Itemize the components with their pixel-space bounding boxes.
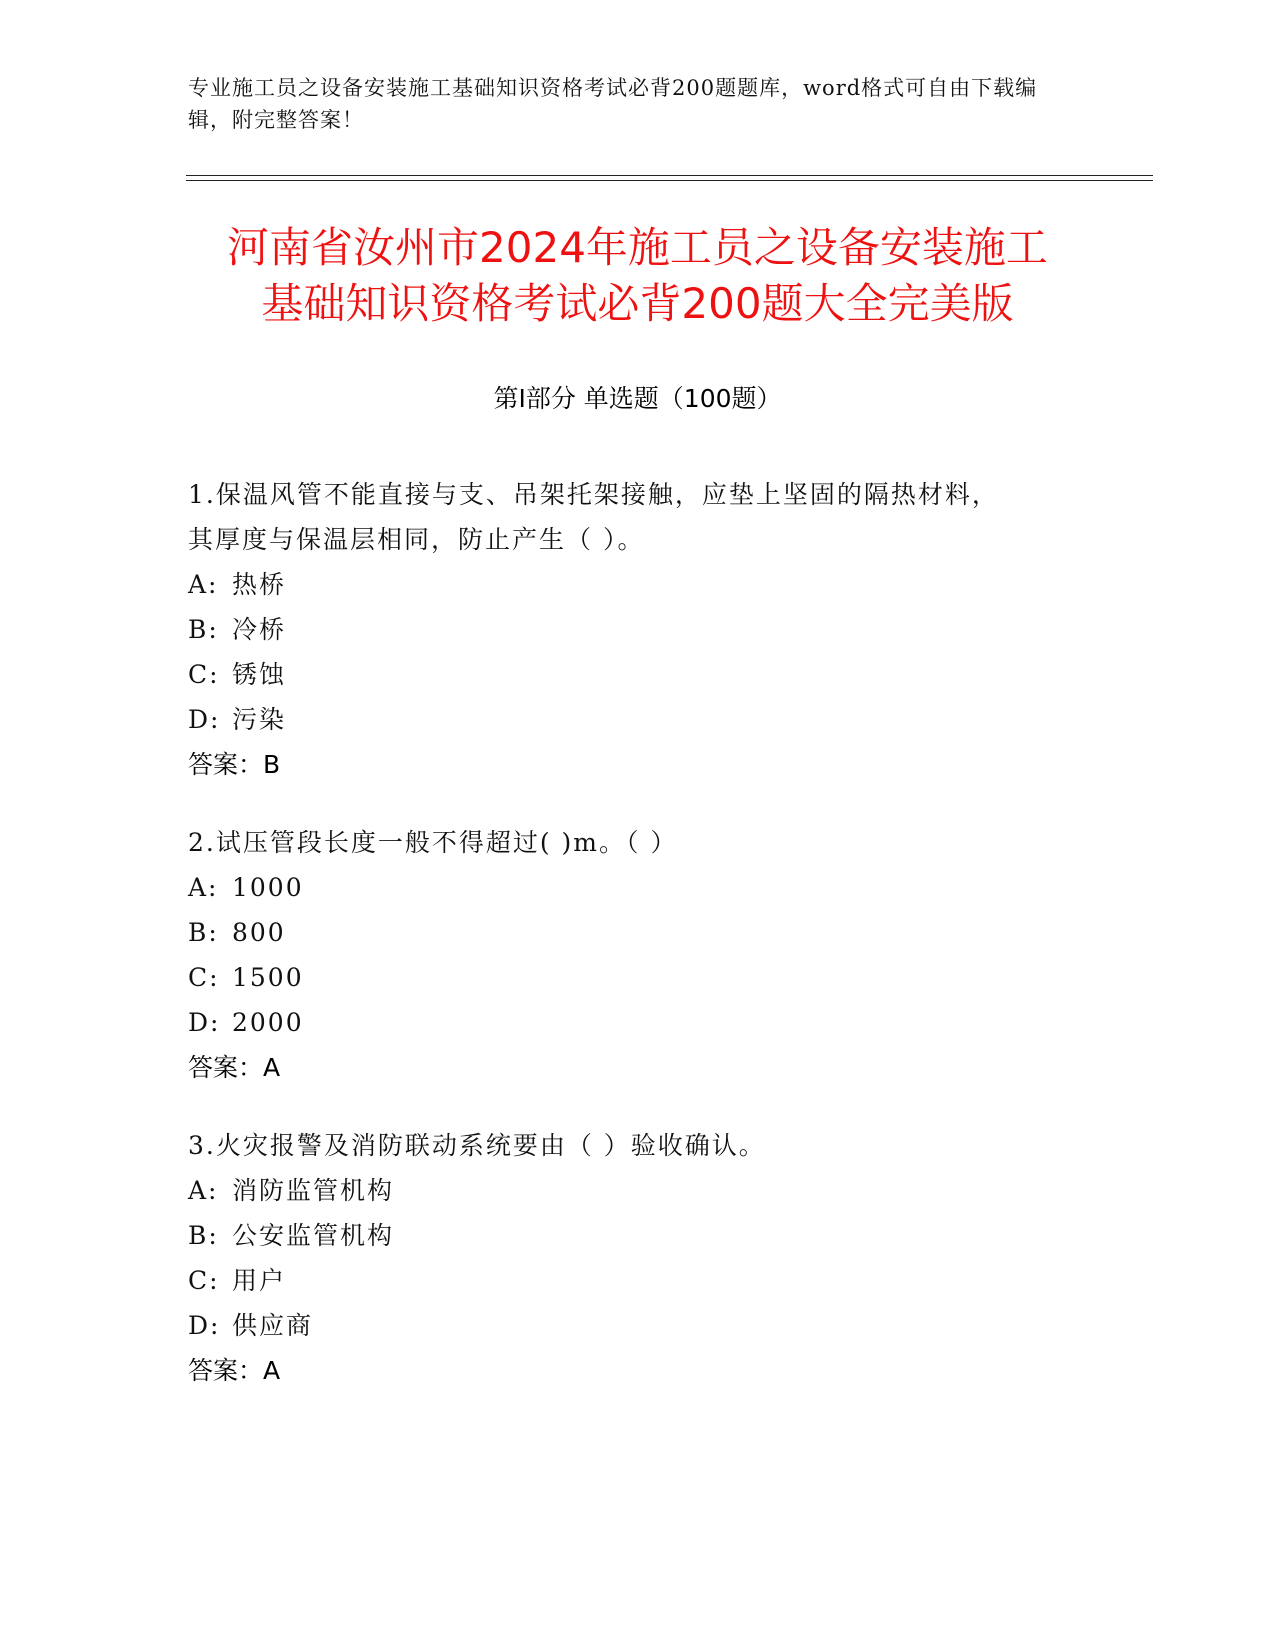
option-letter: B: xyxy=(188,1221,219,1250)
option-text: 2000 xyxy=(232,1008,304,1037)
option-letter: B: xyxy=(188,615,219,644)
option-b xyxy=(188,910,1088,955)
option-text: 冷桥 xyxy=(232,615,287,644)
option-letter: D: xyxy=(188,1008,221,1037)
option-letter: A: xyxy=(188,1176,219,1205)
option-text: 锈蚀 xyxy=(232,660,287,689)
option-b xyxy=(188,607,1088,652)
option-letter: D: xyxy=(188,1311,221,1340)
title-line-1: 河南省汝州市2024年施工员之设备安装施工 xyxy=(227,223,1048,272)
option-b xyxy=(188,1213,1088,1258)
question-stem: 1.保温风管不能直接与支、吊架托架接触，应垫上坚固的隔热材料， xyxy=(188,480,999,509)
option-text: 800 xyxy=(232,918,286,947)
option-d xyxy=(188,1303,1088,1348)
option-text: 供应商 xyxy=(232,1311,314,1340)
option-letter: A: xyxy=(188,873,219,902)
question-list xyxy=(188,472,1088,1426)
option-a xyxy=(188,1168,1088,1213)
question-3 xyxy=(188,1123,1088,1393)
option-c xyxy=(188,652,1088,697)
header-rule-thin xyxy=(186,175,1153,176)
answer-line: 答案：A xyxy=(188,1053,281,1082)
option-letter: B: xyxy=(188,918,219,947)
document-title xyxy=(120,220,1155,332)
option-letter: D: xyxy=(188,705,221,734)
option-d xyxy=(188,697,1088,742)
option-text: 公安监管机构 xyxy=(232,1221,395,1250)
option-c xyxy=(188,1258,1088,1303)
option-a xyxy=(188,865,1088,910)
option-text: 1500 xyxy=(232,963,304,992)
option-letter: C: xyxy=(188,963,220,992)
header-rule-thick xyxy=(186,180,1153,181)
option-a xyxy=(188,562,1088,607)
question-stem: 2.试压管段长度一般不得超过( )m。（ ） xyxy=(188,828,678,857)
option-c xyxy=(188,955,1088,1000)
header-note: 专业施工员之设备安装施工基础知识资格考试必背200题题库，word格式可自由下载编辑，附完整答案！ xyxy=(188,76,1038,132)
option-d xyxy=(188,1000,1088,1045)
title-line-2: 基础知识资格考试必背200题大全完美版 xyxy=(261,279,1014,328)
question-stem: 3.火灾报警及消防联动系统要由（ ）验收确认。 xyxy=(188,1131,766,1160)
question-stem-continued: 其厚度与保温层相同，防止产生（ ）。 xyxy=(188,525,645,554)
option-text: 用户 xyxy=(232,1266,287,1295)
section-title: 第I部分 单选题（100题） xyxy=(493,384,782,413)
question-2 xyxy=(188,820,1088,1090)
option-letter: C: xyxy=(188,1266,220,1295)
question-1 xyxy=(188,472,1088,787)
option-text: 消防监管机构 xyxy=(232,1176,395,1205)
answer-line: 答案：B xyxy=(188,750,281,779)
option-text: 1000 xyxy=(232,873,304,902)
answer-line: 答案：A xyxy=(188,1356,281,1385)
option-text: 污染 xyxy=(232,705,287,734)
option-text: 热桥 xyxy=(232,570,287,599)
option-letter: C: xyxy=(188,660,220,689)
option-letter: A: xyxy=(188,570,219,599)
